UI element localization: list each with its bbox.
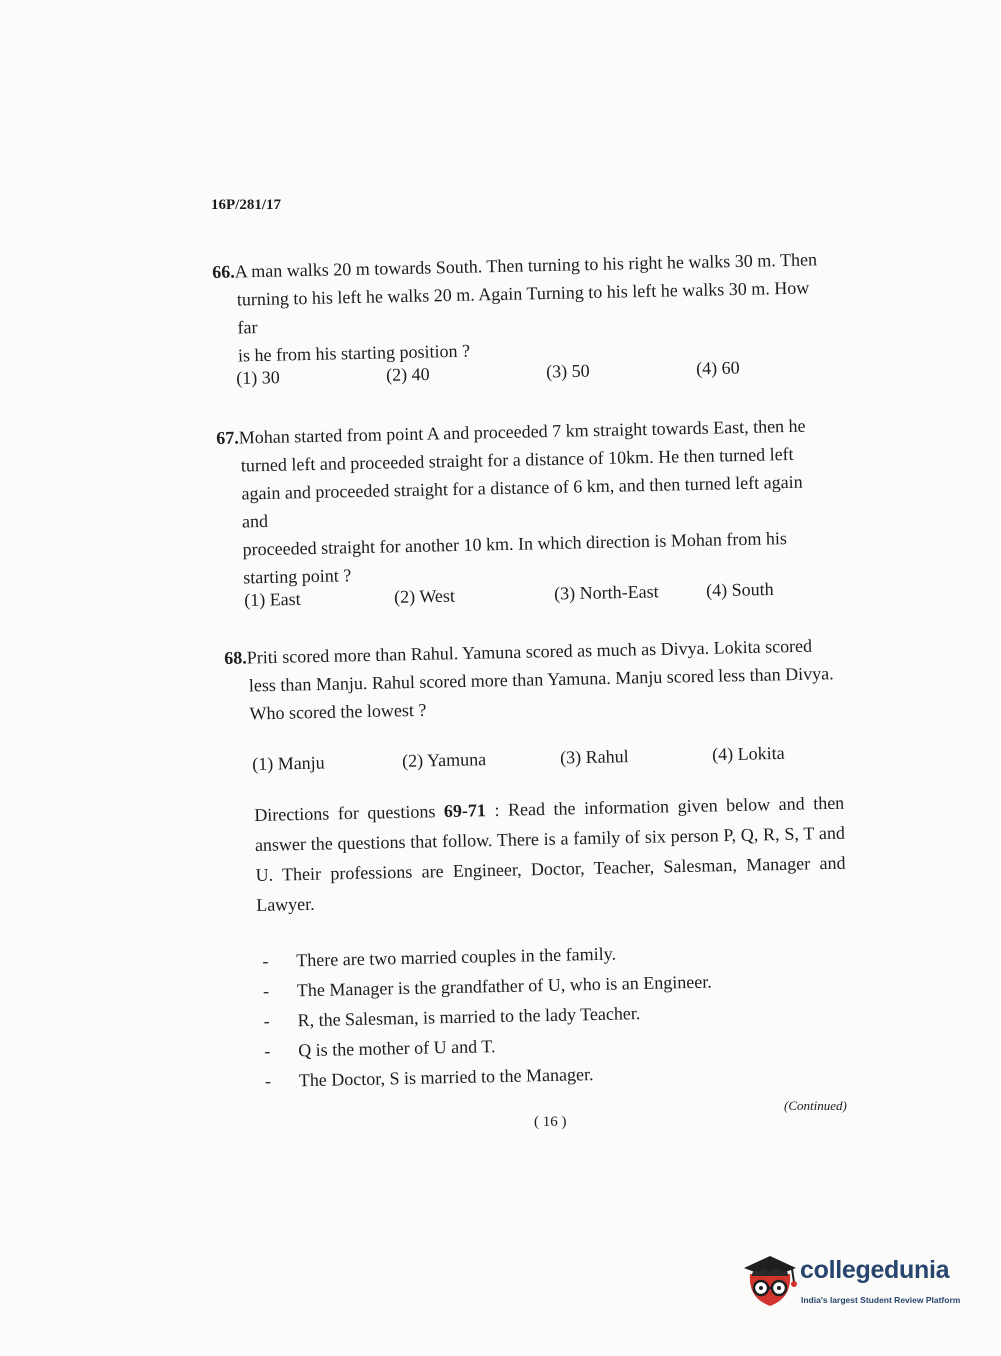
- bullet-dash-icon: -: [262, 980, 270, 1001]
- paper-code: 16P/281/17: [211, 197, 281, 213]
- question-text-line: starting point ?: [243, 565, 352, 588]
- directions-block: [254, 788, 846, 920]
- option[interactable]: (2) Yamuna: [401, 749, 487, 771]
- question-text-line: turning to his left he walks 20 m. Again Turning to his left he walks 30 m. How far: [236, 277, 810, 338]
- fact-text: The Manager is the grandfather of U, who is an Engineer.: [296, 971, 712, 1001]
- collegedunia-logo: [740, 1248, 970, 1312]
- question-text-line: again and proceeded straight for a distance of 6 km, and then turned left again and: [241, 471, 803, 532]
- question-text-line: A man walks 20 m towards South. Then turning to his right he walks 30 m. Then: [234, 249, 818, 282]
- bullet-dash-icon: -: [264, 1070, 272, 1091]
- page-number: ( 16 ): [534, 1114, 567, 1130]
- fact-text: The Doctor, S is married to the Manager.: [298, 1064, 594, 1091]
- options-68: [252, 742, 812, 780]
- question-text-line: turned left and proceeded straight for a distance of 10km. He then turned left: [240, 443, 794, 476]
- option[interactable]: (2) 40: [385, 363, 430, 385]
- bullet-dash-icon: -: [263, 1010, 270, 1031]
- fact-text: There are two married couples in the family.: [296, 943, 617, 971]
- continued-note: (Continued): [784, 1098, 847, 1113]
- fact-text: Q is the mother of U and T.: [297, 1036, 496, 1061]
- question-number: 68.: [224, 647, 247, 668]
- option[interactable]: (4) 60: [695, 357, 740, 379]
- question-text-line: is he from his starting position ?: [237, 340, 471, 366]
- option[interactable]: (3) Rahul: [559, 746, 629, 768]
- question-68: [224, 631, 838, 728]
- directions-prefix: Directions for questions: [254, 801, 445, 825]
- question-text-line: Priti scored more than Rahul. Yamuna scored as much as Divya. Lokita scored: [246, 635, 813, 668]
- student-mascot-icon: [740, 1248, 800, 1312]
- question-text-line: proceeded straight for another 10 km. In which direction is Mohan from his: [242, 528, 788, 560]
- option[interactable]: (4) Lokita: [711, 742, 785, 765]
- option[interactable]: (1) East: [244, 588, 301, 610]
- option[interactable]: (2) West: [393, 585, 456, 607]
- question-number: 66.: [212, 261, 235, 282]
- bullet-dash-icon: -: [263, 1040, 271, 1061]
- question-text-line: less than Manju. Rahul scored more than Yamuna. Manju scored less than Divya.: [248, 663, 834, 696]
- bullet-dash-icon: -: [262, 950, 269, 971]
- question-text-line: Mohan started from point A and proceeded 7 km straight towards East, then he: [238, 415, 806, 448]
- option[interactable]: (4) South: [705, 578, 774, 601]
- brand-name: collegedunia: [800, 1256, 950, 1284]
- directions-text: : Read the information given below and then answer the questions that follow. There is a family of six person P, Q, R, S, T and U. Their professions are Engineer, Doctor, Teacher, Salesman, Manager and Lawyer.: [254, 792, 846, 915]
- option[interactable]: (1) 30: [236, 367, 280, 388]
- directions-range: 69-71: [443, 800, 487, 822]
- brand-tagline: India's largest Student Review Platform: [801, 1295, 961, 1305]
- question-number: 67.: [216, 427, 239, 448]
- question-67: [216, 411, 831, 592]
- option[interactable]: (1) Manju: [252, 752, 325, 774]
- fact-text: R, the Salesman, is married to the lady Teacher.: [297, 1003, 641, 1031]
- option[interactable]: (3) North-East: [553, 581, 659, 604]
- facts-list: [262, 937, 714, 1096]
- question-66: [212, 245, 834, 370]
- question-text-line: Who scored the lowest ?: [249, 699, 427, 724]
- option[interactable]: (3) 50: [545, 360, 590, 382]
